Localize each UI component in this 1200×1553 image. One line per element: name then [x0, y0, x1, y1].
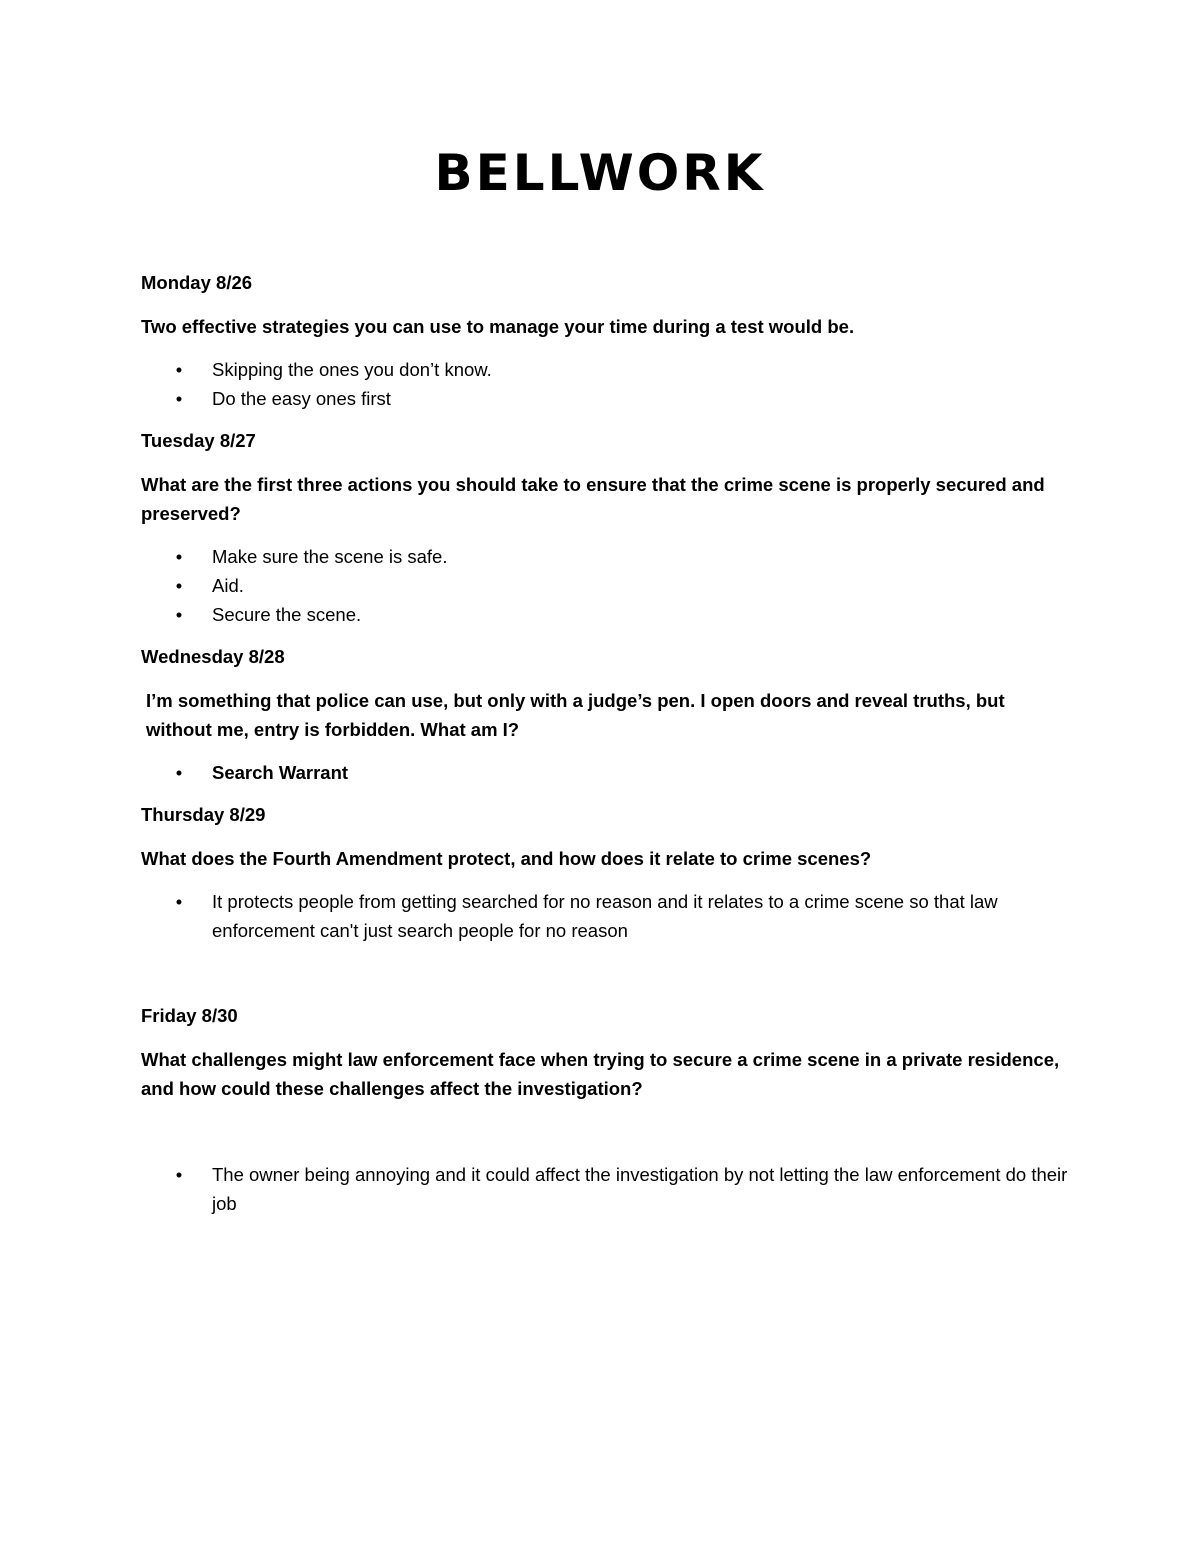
bullet-icon: •: [175, 762, 183, 783]
answer-list: [141, 758, 1071, 787]
entry-friday: [141, 1001, 1071, 1218]
answer-text: Skipping the ones you don’t know.: [212, 359, 492, 380]
bullet-icon: •: [175, 546, 183, 567]
answer-text: The owner being annoying and it could affect the investigation by not letting the law enforcement do their job: [212, 1164, 1068, 1214]
answer-text: Secure the scene.: [212, 604, 362, 625]
list-item: [141, 600, 1071, 629]
bellwork-content: [141, 268, 1071, 1231]
question-text: I’m something that police can use, but only with a judge’s pen. I open doors and reveal truths, but without me, entry is forbidden. What am I?: [146, 690, 1005, 740]
blank-line: [141, 1117, 1071, 1160]
bullet-icon: •: [175, 388, 183, 409]
answer-list: [141, 1160, 1071, 1218]
list-item: [141, 384, 1071, 413]
answer-text: Make sure the scene is safe.: [212, 546, 448, 567]
entry-wednesday: [141, 642, 1071, 787]
list-item: [141, 887, 1071, 945]
answer-list: [141, 542, 1071, 629]
bullet-icon: •: [175, 575, 183, 596]
answer-text: It protects people from getting searched for no reason and it relates to a crime scene so that law enforcement can't just search people for no reason: [212, 891, 998, 941]
answer-text: Aid.: [212, 575, 244, 596]
day-heading: Monday 8/26: [141, 272, 253, 293]
entry-monday: [141, 268, 1071, 413]
day-heading: Thursday 8/29: [141, 804, 266, 825]
list-item: [141, 355, 1071, 384]
answer-text: Search Warrant: [212, 762, 349, 783]
list-item: [141, 758, 1071, 787]
day-heading: Wednesday 8/28: [141, 646, 285, 667]
answer-text: Do the easy ones first: [212, 388, 391, 409]
question-text: What does the Fourth Amendment protect, and how does it relate to crime scenes?: [141, 848, 872, 869]
bullet-icon: •: [175, 1164, 183, 1185]
list-item: [141, 542, 1071, 571]
bullet-icon: •: [175, 359, 183, 380]
question-text: Two effective strategies you can use to manage your time during a test would be.: [141, 316, 855, 337]
day-heading: Friday 8/30: [141, 1005, 238, 1026]
page-title: BELLWORK: [434, 144, 766, 202]
list-item: [141, 1160, 1071, 1218]
day-heading: Tuesday 8/27: [141, 430, 256, 451]
entry-thursday: [141, 800, 1071, 1001]
question-text: What are the first three actions you should take to ensure that the crime scene is properly secured and preserved?: [141, 474, 1045, 524]
bullet-icon: •: [175, 891, 183, 912]
bullet-icon: •: [175, 604, 183, 625]
entry-tuesday: [141, 426, 1071, 629]
answer-list: [141, 887, 1071, 945]
answer-list: [141, 355, 1071, 413]
list-item: [141, 571, 1071, 600]
question-text: What challenges might law enforcement face when trying to secure a crime scene in a private residence, and how could these challenges affect the investigation?: [141, 1049, 1060, 1099]
blank-line: [141, 958, 1071, 1001]
